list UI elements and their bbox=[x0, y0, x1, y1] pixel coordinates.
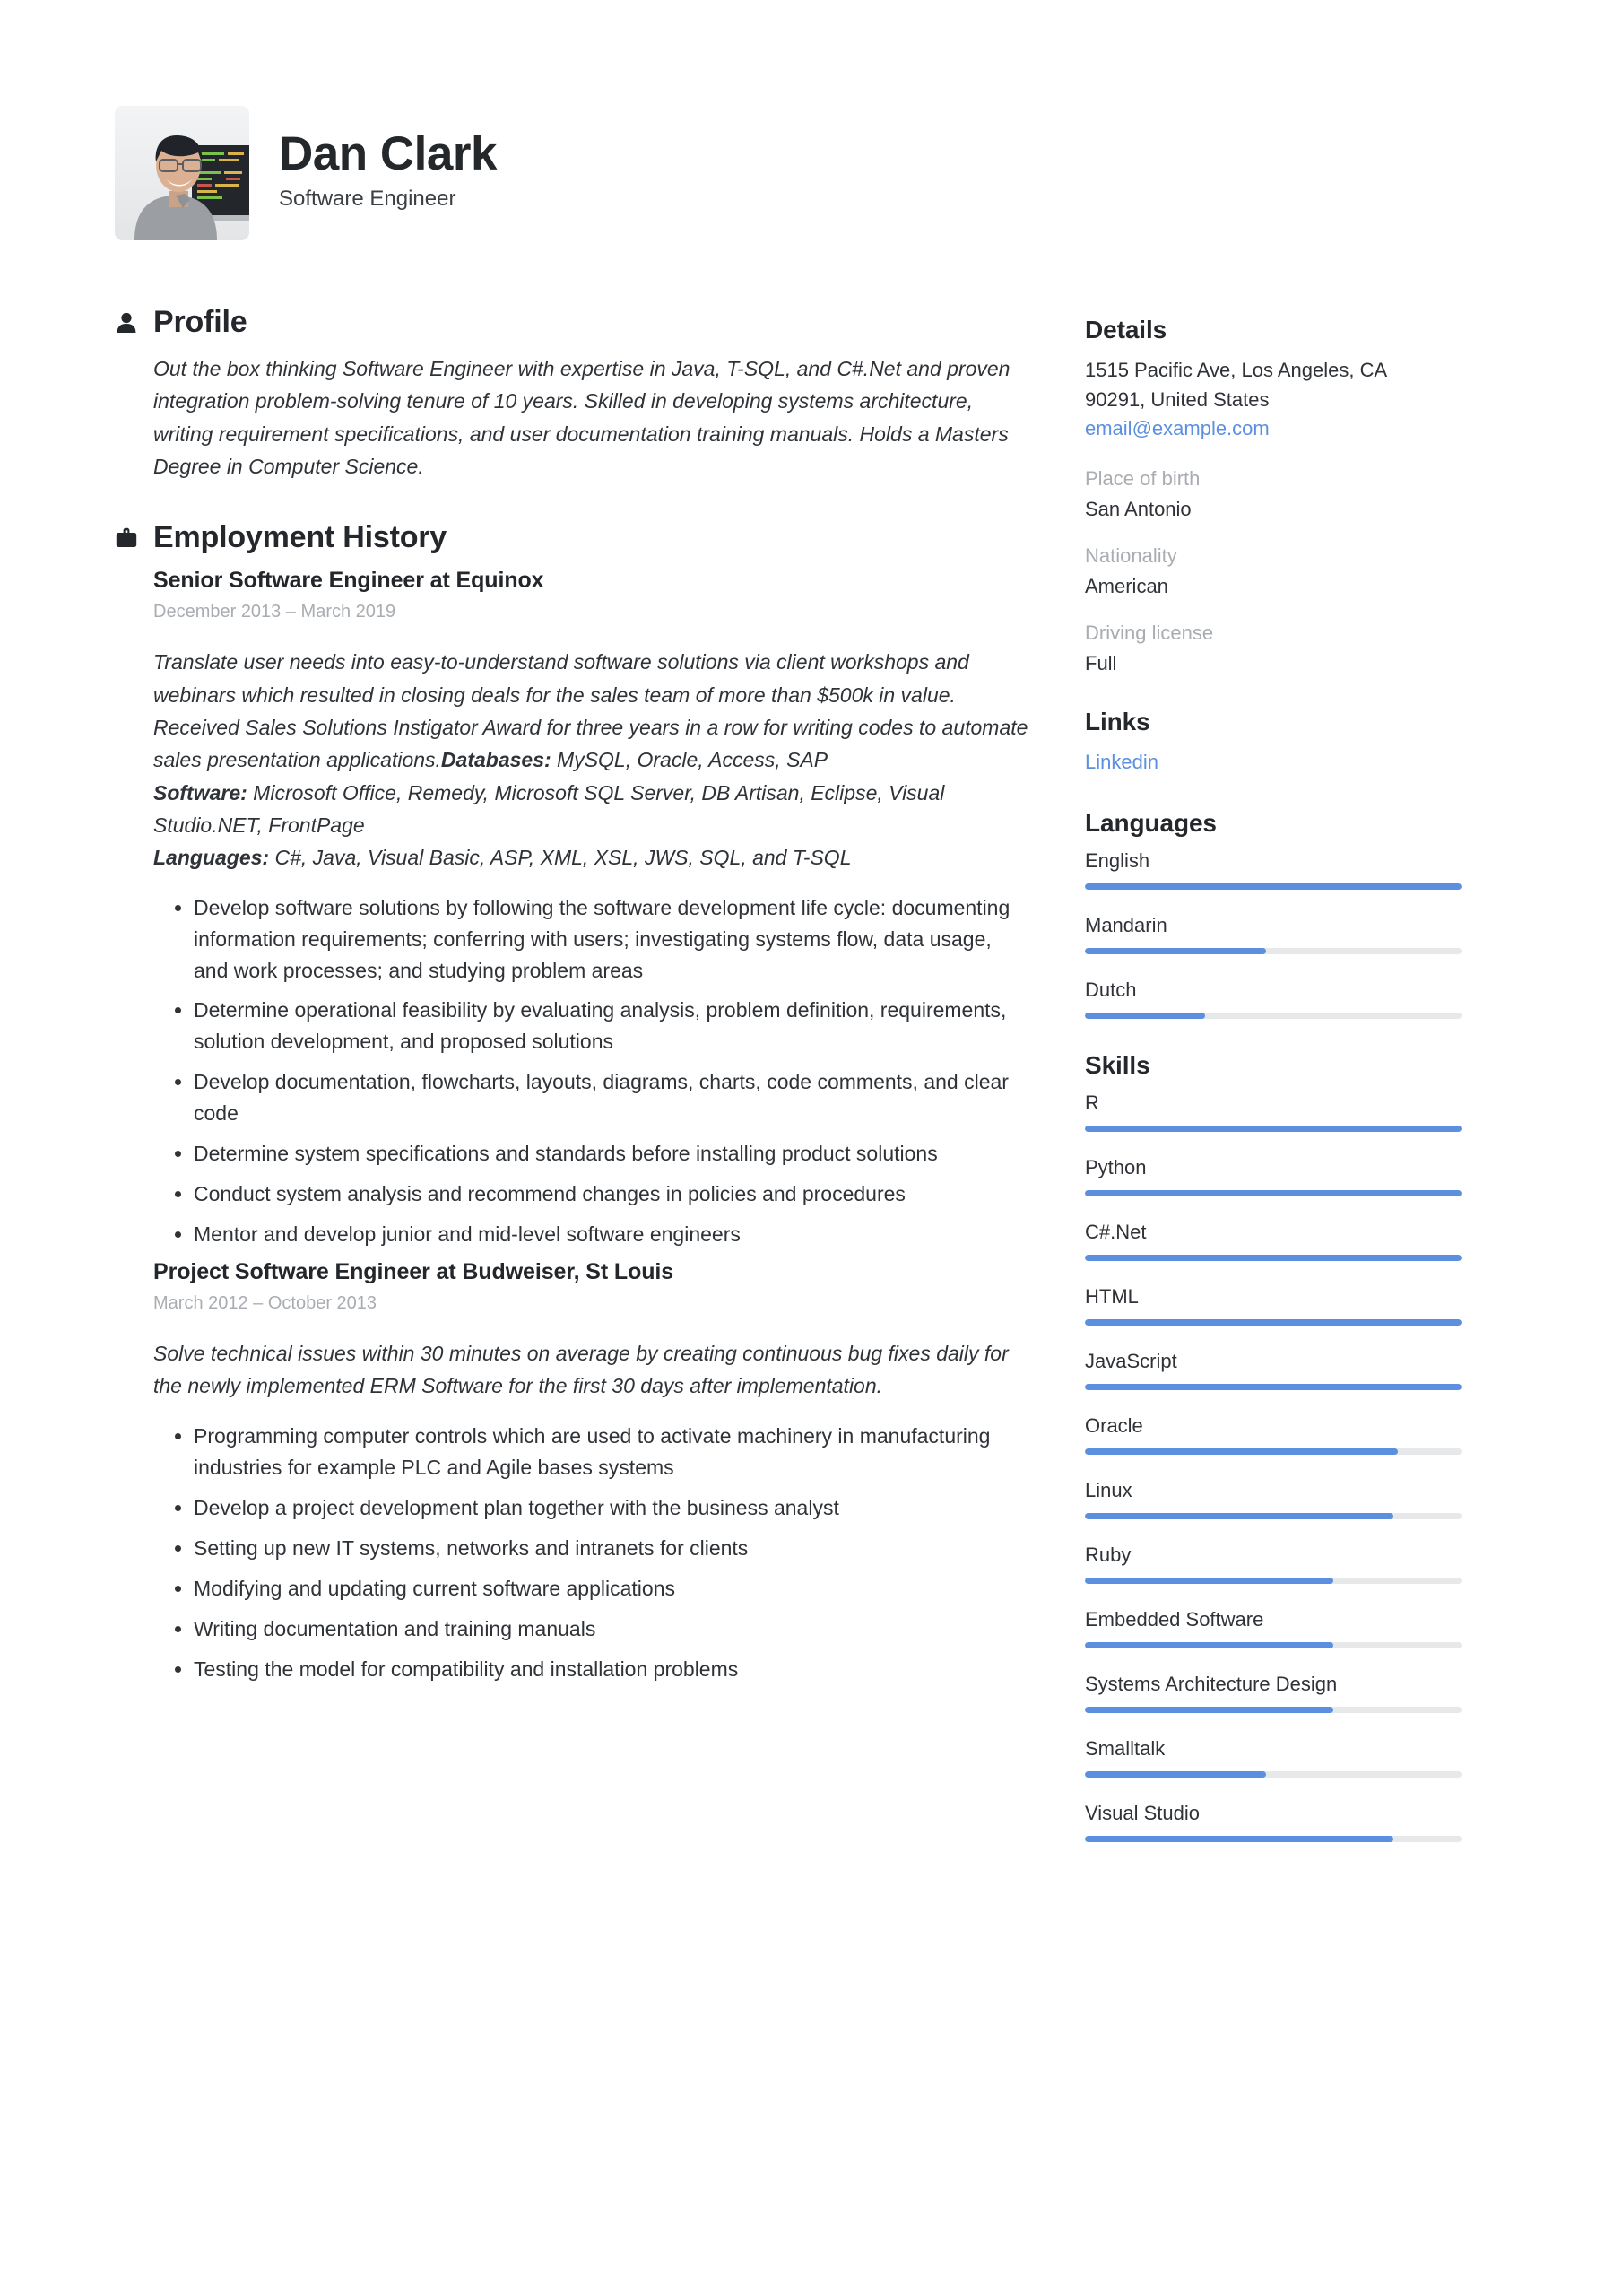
progress-bar-track bbox=[1085, 1707, 1462, 1713]
skill-label: JavaScript bbox=[1085, 1350, 1177, 1373]
profile-heading bbox=[115, 305, 1029, 340]
skill-rating bbox=[1085, 1350, 1462, 1390]
tech-label: Languages: bbox=[153, 846, 270, 870]
language-label: Dutch bbox=[1085, 978, 1137, 1002]
skill-rating bbox=[1085, 1737, 1462, 1778]
job-entry-dates: March 2012 – October 2013 bbox=[153, 1293, 377, 1314]
language-label: English bbox=[1085, 849, 1150, 873]
detail-field-value: American bbox=[1085, 574, 1168, 597]
identity-block bbox=[279, 129, 497, 217]
progress-bar-track bbox=[1085, 1578, 1462, 1584]
profile-photo-illustration bbox=[115, 106, 249, 240]
progress-bar-fill bbox=[1085, 883, 1462, 890]
progress-bar-track bbox=[1085, 1448, 1462, 1455]
skill-rating bbox=[1085, 1221, 1462, 1261]
job-entry-title: Senior Software Engineer at Equinox bbox=[153, 568, 544, 594]
detail-field bbox=[1085, 622, 1462, 675]
progress-bar-track bbox=[1085, 1255, 1462, 1261]
list-item: Modifying and updating current software applications bbox=[153, 1573, 1029, 1605]
progress-bar-fill bbox=[1085, 1013, 1205, 1019]
tech-value: MySQL, Oracle, Access, SAP bbox=[551, 748, 828, 772]
skill-label: Linux bbox=[1085, 1479, 1132, 1502]
job-entry-title: Project Software Engineer at Budweiser, St Louis bbox=[153, 1259, 674, 1285]
skill-label: Python bbox=[1085, 1156, 1147, 1179]
page-title: Dan Clark bbox=[279, 127, 497, 181]
job-entry bbox=[153, 568, 1029, 1250]
languages-list bbox=[1085, 849, 1462, 1019]
briefcase-icon bbox=[115, 525, 138, 552]
skill-label: HTML bbox=[1085, 1285, 1139, 1309]
progress-bar-fill bbox=[1085, 1319, 1462, 1326]
detail-field bbox=[1085, 544, 1462, 598]
job-title: Software Engineer bbox=[279, 186, 456, 211]
job-bullet-list bbox=[153, 892, 1029, 1251]
progress-bar-track bbox=[1085, 1190, 1462, 1196]
list-item: Develop a project development plan together with the business analyst bbox=[153, 1492, 1029, 1524]
avatar bbox=[115, 106, 249, 240]
progress-bar-track bbox=[1085, 1319, 1462, 1326]
progress-bar-track bbox=[1085, 1513, 1462, 1519]
job-description-text: Solve technical issues within 30 minutes on average by creating continuous bug fixes daily for the newly implemented ERM Software for the first 30 days after implementation. bbox=[153, 1342, 1009, 1398]
address-line-2: 90291, United States bbox=[1085, 387, 1270, 411]
list-item: Writing documentation and training manuals bbox=[153, 1613, 1029, 1645]
content-columns bbox=[115, 305, 1507, 1874]
person-icon bbox=[115, 309, 138, 336]
list-item: Develop documentation, flowcharts, layouts, diagrams, charts, code comments, and clear code bbox=[153, 1066, 1029, 1129]
profile-title: Profile bbox=[153, 305, 247, 339]
progress-bar-fill bbox=[1085, 1190, 1462, 1196]
tech-value: C#, Java, Visual Basic, ASP, XML, XSL, JWS, SQL, and T-SQL bbox=[269, 846, 852, 870]
skill-rating bbox=[1085, 1156, 1462, 1196]
progress-bar-fill bbox=[1085, 1771, 1266, 1778]
skill-label: R bbox=[1085, 1091, 1099, 1115]
skill-rating bbox=[1085, 1285, 1462, 1326]
job-entry-description bbox=[153, 1337, 1029, 1403]
skill-label: Oracle bbox=[1085, 1414, 1143, 1438]
detail-field-value: Full bbox=[1085, 651, 1117, 674]
language-rating bbox=[1085, 978, 1462, 1019]
employment-section bbox=[115, 520, 1029, 1684]
skill-label: Visual Studio bbox=[1085, 1802, 1201, 1825]
progress-bar-fill bbox=[1085, 1126, 1462, 1132]
employment-body bbox=[115, 568, 1029, 1684]
progress-bar-track bbox=[1085, 883, 1462, 890]
tech-label: Software: bbox=[153, 780, 247, 804]
progress-bar-fill bbox=[1085, 1384, 1462, 1390]
progress-bar-fill bbox=[1085, 1707, 1333, 1713]
tech-value: Microsoft Office, Remedy, Microsoft SQL Server, DB Artisan, Eclipse, Visual Studio.NET, FrontPage bbox=[153, 780, 945, 837]
skill-rating bbox=[1085, 1544, 1462, 1584]
progress-bar-fill bbox=[1085, 1513, 1393, 1519]
details-section bbox=[1085, 316, 1462, 675]
skill-rating bbox=[1085, 1479, 1462, 1519]
language-rating bbox=[1085, 914, 1462, 954]
employment-heading bbox=[115, 520, 1029, 555]
progress-bar-fill bbox=[1085, 1578, 1333, 1584]
skill-rating bbox=[1085, 1673, 1462, 1713]
skills-title: Skills bbox=[1085, 1051, 1150, 1080]
detail-fields bbox=[1085, 467, 1462, 675]
job-bullet-list bbox=[153, 1421, 1029, 1685]
detail-field-label: Place of birth bbox=[1085, 466, 1201, 490]
skill-rating bbox=[1085, 1414, 1462, 1455]
resume-header bbox=[115, 106, 1507, 240]
detail-field bbox=[1085, 467, 1462, 521]
list-item: Determine operational feasibility by evaluating analysis, problem definition, requirements, solution development, and proposed solutions bbox=[153, 995, 1029, 1057]
progress-bar-fill bbox=[1085, 1836, 1393, 1842]
links-section bbox=[1085, 708, 1462, 778]
skill-label: Smalltalk bbox=[1085, 1737, 1166, 1761]
progress-bar-track bbox=[1085, 1126, 1462, 1132]
list-item: Mentor and develop junior and mid-level software engineers bbox=[153, 1219, 1029, 1250]
profile-section bbox=[115, 305, 1029, 483]
detail-field-label: Nationality bbox=[1085, 544, 1177, 567]
employment-title: Employment History bbox=[153, 520, 447, 555]
detail-field-label: Driving license bbox=[1085, 621, 1214, 644]
progress-bar-track bbox=[1085, 1013, 1462, 1019]
progress-bar-fill bbox=[1085, 1255, 1462, 1261]
job-entry bbox=[153, 1259, 1029, 1684]
list-item: Testing the model for compatibility and installation problems bbox=[153, 1654, 1029, 1685]
detail-field-value: San Antonio bbox=[1085, 497, 1192, 520]
skill-label: Embedded Software bbox=[1085, 1608, 1264, 1631]
job-entry-dates: December 2013 – March 2019 bbox=[153, 602, 396, 622]
language-label: Mandarin bbox=[1085, 914, 1167, 937]
progress-bar-fill bbox=[1085, 948, 1266, 954]
skill-label: Ruby bbox=[1085, 1544, 1132, 1567]
link-linkedin[interactable]: Linkedin bbox=[1085, 750, 1158, 773]
skill-label: C#.Net bbox=[1085, 1221, 1147, 1244]
links-title: Links bbox=[1085, 707, 1150, 735]
skills-section bbox=[1085, 1051, 1462, 1842]
list-item: Determine system specifications and standards before installing product solutions bbox=[153, 1138, 1029, 1170]
skill-rating bbox=[1085, 1091, 1462, 1132]
job-entry-description bbox=[153, 646, 1029, 874]
language-rating bbox=[1085, 849, 1462, 890]
jobs-list bbox=[153, 568, 1029, 1684]
skill-rating bbox=[1085, 1802, 1462, 1842]
details-title: Details bbox=[1085, 316, 1167, 344]
languages-section bbox=[1085, 809, 1462, 1019]
sidebar bbox=[1085, 305, 1462, 1874]
skill-label: Systems Architecture Design bbox=[1085, 1673, 1338, 1696]
profile-text: Out the box thinking Software Engineer with expertise in Java, T-SQL, and C#.Net and proven integration problem-solving tenure of 10 years. Skilled in developing systems architecture, writing requirement specifications, and user documentation training manuals. Holds a Masters Degree in Computer Science. bbox=[153, 357, 1010, 478]
progress-bar-track bbox=[1085, 1771, 1462, 1778]
languages-title: Languages bbox=[1085, 809, 1217, 838]
tech-label: Databases: bbox=[440, 748, 551, 772]
list-item: Conduct system analysis and recommend changes in policies and procedures bbox=[153, 1178, 1029, 1210]
main-column bbox=[115, 305, 1029, 1722]
progress-bar-track bbox=[1085, 1836, 1462, 1842]
list-item: Setting up new IT systems, networks and intranets for clients bbox=[153, 1533, 1029, 1564]
address-line-1: 1515 Pacific Ave, Los Angeles, CA bbox=[1085, 359, 1388, 381]
progress-bar-track bbox=[1085, 1384, 1462, 1390]
list-item: Develop software solutions by following the software development life cycle: documenting information requirements; conferring with users; investigating systems flow, data usage, and work processes; and studying problem areas bbox=[153, 892, 1029, 987]
skills-list bbox=[1085, 1091, 1462, 1842]
list-item: Programming computer controls which are used to activate machinery in manufacturing industries for example PLC and Agile bases systems bbox=[153, 1421, 1029, 1483]
skill-rating bbox=[1085, 1608, 1462, 1648]
progress-bar-track bbox=[1085, 948, 1462, 954]
profile-body bbox=[115, 352, 1029, 483]
job-description-text: Translate user needs into easy-to-understand software solutions via client workshops and webinars which resulted in closing deals for the sales team of more than $500k in value. Received Sales Solutions Instigator Award for three years in a row for writing codes to automate sales presentation applications.Databases: MySQL, Oracle, Access, SAP Software: Microsoft Office, Remedy, Microsoft SQL Server, DB Artisan, Eclipse, Visual Studio.NET, FrontPage Languages: C#, Java, Visual Basic, ASP, XML, XSL, JWS, SQL, and T-SQL bbox=[153, 650, 1028, 870]
progress-bar-track bbox=[1085, 1642, 1462, 1648]
progress-bar-fill bbox=[1085, 1642, 1333, 1648]
progress-bar-fill bbox=[1085, 1448, 1398, 1455]
email-link[interactable]: email@example.com bbox=[1085, 417, 1270, 440]
